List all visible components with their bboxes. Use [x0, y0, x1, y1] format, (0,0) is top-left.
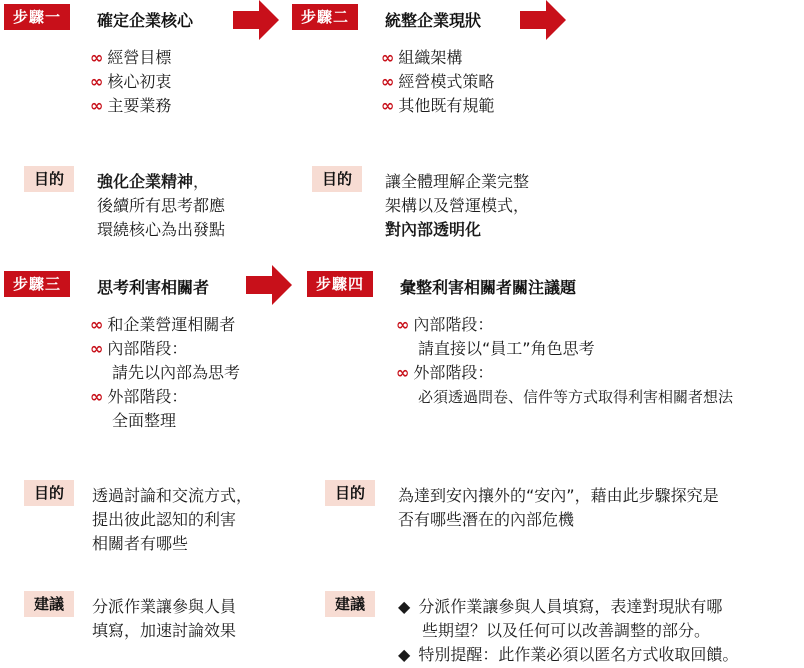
diamond-bullet-icon: ◆ [398, 597, 411, 616]
infinity-bullet-icon: ∞ [90, 72, 104, 91]
step1-badge: 步驟一 [4, 4, 70, 30]
step2-title: 統整企業現狀 [385, 11, 482, 30]
step1-title: 確定企業核心 [97, 11, 194, 30]
list-item: ∞ 和企業營運相關者 [90, 313, 240, 337]
step4-purpose-text: 為達到安內攘外的“安內”，藉由此步驟探究是 否有哪些潛在的內部危機 [398, 486, 719, 529]
step3-suggest-tag: 建議 [24, 591, 74, 617]
step4-purpose-tag: 目的 [325, 480, 375, 506]
step2-items [381, 46, 494, 118]
diamond-bullet-icon: ◆ [398, 645, 411, 664]
list-item-detail: 請先以內部為思考 [112, 363, 241, 382]
step4-badge: 步驟四 [307, 271, 373, 297]
list-item: ∞ 經營模式策略 [381, 70, 494, 94]
list-item-detail: 必須透過問卷、信件等方式取得利害相關者想法 [418, 388, 734, 406]
infinity-bullet-icon: ∞ [90, 339, 104, 358]
infinity-bullet-icon: ∞ [90, 48, 104, 67]
infinity-bullet-icon: ∞ [396, 363, 410, 382]
step1-items [90, 46, 171, 118]
step2-arrow-icon [520, 0, 566, 40]
list-item: ∞ 組織架構 [381, 46, 494, 70]
list-item-detail: 全面整理 [112, 411, 177, 430]
step3-items [90, 313, 240, 433]
list-item: ∞ 內部階段： [90, 337, 240, 361]
step3-title: 思考利害相關者 [97, 278, 210, 297]
step4-suggest-text: ◆ 分派作業讓參與人員填寫，表達對現狀有哪 些期望？以及任何可以改善調整的部分。 ◆ 特別提醒：此作業必須以匿名方式收取回饋。 [398, 595, 738, 667]
step2-purpose-tag: 目的 [312, 166, 362, 192]
list-item: ∞ 外部階段： [90, 385, 240, 409]
step4-items [396, 313, 733, 409]
step2-purpose-text: 讓全體理解企業完整 架構以及營運模式， 對內部透明化 [385, 172, 530, 239]
list-item: ∞ 核心初衷 [90, 70, 171, 94]
infinity-bullet-icon: ∞ [381, 72, 395, 91]
step1-arrow-icon [233, 0, 279, 40]
step1-purpose-tag: 目的 [24, 166, 74, 192]
infinity-bullet-icon: ∞ [381, 48, 395, 67]
step3-suggest-text: 分派作業讓參與人員 填寫，加速討論效果 [92, 597, 237, 640]
step1-purpose-text: 強化企業精神， 後續所有思考都應 環繞核心為出發點 [97, 172, 226, 239]
list-item-detail: 請直接以“員工”角色思考 [418, 339, 595, 358]
step3-arrow-icon [246, 265, 292, 305]
list-item: ∞ 其他既有規範 [381, 94, 494, 118]
step4-suggest-tag: 建議 [325, 591, 375, 617]
infinity-bullet-icon: ∞ [90, 315, 104, 334]
infinity-bullet-icon: ∞ [90, 96, 104, 115]
infinity-bullet-icon: ∞ [396, 315, 410, 334]
infinity-bullet-icon: ∞ [90, 387, 104, 406]
list-item: ∞ 外部階段： [396, 361, 733, 385]
infinity-bullet-icon: ∞ [381, 96, 395, 115]
list-item: ∞ 經營目標 [90, 46, 171, 70]
step3-purpose-text: 透過討論和交流方式， 提出彼此認知的利害 相關者有哪些 [92, 486, 253, 553]
step3-purpose-tag: 目的 [24, 480, 74, 506]
list-item: ∞ 主要業務 [90, 94, 171, 118]
step4-title: 彙整利害相關者關注議題 [400, 278, 577, 297]
list-item: ∞ 內部階段： [396, 313, 733, 337]
step2-badge: 步驟二 [292, 4, 358, 30]
step3-badge: 步驟三 [4, 271, 70, 297]
